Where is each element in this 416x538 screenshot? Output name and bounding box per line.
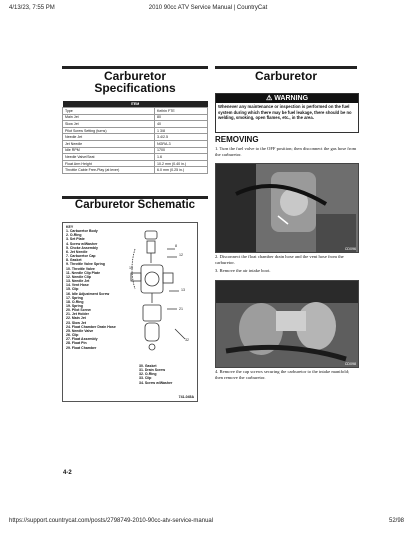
key-item: 34. Screw w/Washer [139, 380, 173, 385]
key-item: 22. Main Jet [66, 316, 86, 321]
spec-item: Idle RPM [63, 147, 155, 154]
svg-text:32: 32 [185, 338, 189, 342]
spec-item: Throttle Cable Free-Play (at lever) [63, 167, 155, 174]
step-1: 1. Turn the fuel valve to the OFF position; then disconnect the gas hose from the carburetor. [215, 146, 357, 157]
spec-item: Pilot Screw Setting (turns) [63, 127, 155, 134]
key-item: 23. Slow Jet [66, 320, 87, 325]
svg-text:15: 15 [129, 266, 133, 270]
key-item: 10. Throttle Valve [66, 266, 95, 271]
warning-box [215, 93, 359, 133]
print-datetime: 4/13/23, 7:55 PM [9, 5, 55, 11]
print-page-title: 2010 90cc ATV Service Manual | CountryCat [148, 5, 268, 11]
svg-text:8: 8 [175, 244, 177, 248]
step-4: 4. Remove the cap screws securing the carburetor to the intake manifold; then remove the carburetor. [215, 369, 350, 380]
key-item: 18. O-Ring [66, 299, 84, 304]
spec-row [63, 167, 208, 174]
spec-item: Needle Jet [63, 134, 155, 141]
key-item: 19. Spring [66, 303, 83, 308]
spec-value: Keihin FTE [155, 108, 208, 115]
spec-row [63, 140, 208, 147]
spec-item: Slow Jet [63, 121, 155, 128]
key-item: 1. Carburetor Body [66, 229, 98, 234]
svg-text:13: 13 [181, 288, 185, 292]
key-label: KEY [66, 225, 74, 229]
spec-row [63, 108, 208, 115]
schematic-key [66, 225, 136, 350]
photo-air-intake [215, 280, 359, 368]
carburetor-spec-table [62, 101, 208, 174]
key-item: 32. O-Ring [139, 372, 157, 377]
spec-item: Type [63, 108, 155, 115]
key-item: 8. Gasket [66, 258, 82, 263]
step-2: 2. Disconnect the float chamber drain hose and the vent hose from the carburetor. [215, 254, 344, 265]
key-item: 4. Screw w/Washer [66, 241, 98, 246]
specs-title-line1: Carburetor [103, 69, 166, 83]
spec-item: Jet Needle [63, 140, 155, 147]
key-item: 11. Needle Clip Plate [66, 270, 101, 275]
print-page-counter: 52/98 [388, 518, 404, 524]
spec-value: 6.0 mm (0.25 in.) [155, 167, 208, 174]
spec-row [63, 147, 208, 154]
spec-value: 3.4/2.5 [155, 134, 208, 141]
spec-value: 10.2 mm (0.40 in.) [155, 160, 208, 167]
photo2-code: CD098 [344, 362, 356, 366]
key-item: 3. Set Plate [66, 237, 85, 242]
spec-value: NGRA-3 [155, 140, 208, 147]
spec-item: Main Jet [63, 114, 155, 121]
carburetor-schematic [62, 222, 198, 402]
spec-value: 1.6 [155, 154, 208, 161]
photo1-code: CD096 [344, 247, 356, 251]
carburetor-exploded-diagram [127, 229, 197, 359]
schematic-title: Carburetor Schematic [74, 199, 196, 211]
photo-fuel-valve-image [216, 164, 358, 252]
photo-fuel-valve [215, 163, 359, 253]
key-item: 17. Spring [66, 295, 83, 300]
specs-title-line2: Specifications [94, 81, 176, 95]
key-item: 2. O-Ring [66, 233, 82, 238]
key-item: 27. Float Assembly [66, 337, 98, 342]
photo-air-intake-image [216, 281, 358, 367]
key-item: 33. Clip [139, 376, 152, 381]
key-item: 12. Needle Clip [66, 274, 91, 279]
key-item: 13. Needle Jet [66, 279, 90, 284]
key-item: 21. Jet Holder [66, 312, 89, 317]
spec-item: Needle Valve/Seat [63, 154, 155, 161]
print-header [0, 5, 416, 17]
key-item: 31. Drain Screw [139, 368, 166, 373]
svg-text:12: 12 [179, 253, 183, 257]
spec-table-header: ITEM [63, 101, 208, 108]
key-item: 29. Float Chamber [66, 345, 97, 350]
spec-row [63, 134, 208, 141]
key-item: 28. Float Pin [66, 341, 87, 346]
schematic-key-col2 [139, 364, 195, 385]
spec-value: 40 [155, 121, 208, 128]
spec-row [63, 160, 208, 167]
schematic-code: 741-045A [178, 395, 194, 399]
svg-text:21: 21 [179, 307, 183, 311]
spec-row [63, 114, 208, 121]
key-item: 30. Gasket [139, 364, 157, 368]
key-item: 6. Jet Needle [66, 249, 88, 254]
spec-row [63, 154, 208, 161]
step-3: 3. Remove the air intake boot. [215, 268, 271, 273]
key-item: 25. Needle Valve [66, 328, 94, 333]
key-item: 14. Vent Hose [66, 283, 89, 288]
key-item: 20. Pilot Screw [66, 308, 91, 313]
key-item: 7. Carburetor Cap [66, 254, 96, 259]
key-item: 16. Idle Adjustment Screw [66, 291, 110, 296]
warning-label: ⚠ WARNING [216, 94, 358, 103]
key-item: 15. Clip [66, 287, 79, 292]
key-item: 9. Throttle Valve Spring [66, 262, 105, 267]
spec-value: 1700 [155, 147, 208, 154]
print-url: https://support.countrycat.com/posts/2798749-2010-90cc-atv-service-manual [9, 518, 214, 524]
spec-value: 80 [155, 114, 208, 121]
key-item: 26. Clip [66, 333, 79, 338]
key-item: 24. Float Chamber Drain Hose [66, 324, 116, 329]
spec-value: 1 3/8 [155, 127, 208, 134]
spec-row [63, 127, 208, 134]
page-number: 4-2 [63, 470, 72, 476]
spec-row [63, 121, 208, 128]
spec-item: Float Arm Height [63, 160, 155, 167]
removing-heading: REMOVING [215, 135, 259, 144]
warning-text: Whenever any maintenance or inspection is performed on the fuel system during which there may be fuel leakage, there should be no welding, smoking, open flames, etc., in the area. [218, 104, 352, 121]
key-item: 5. Choke Assembly [66, 245, 98, 250]
carburetor-title: Carburetor [254, 69, 317, 83]
